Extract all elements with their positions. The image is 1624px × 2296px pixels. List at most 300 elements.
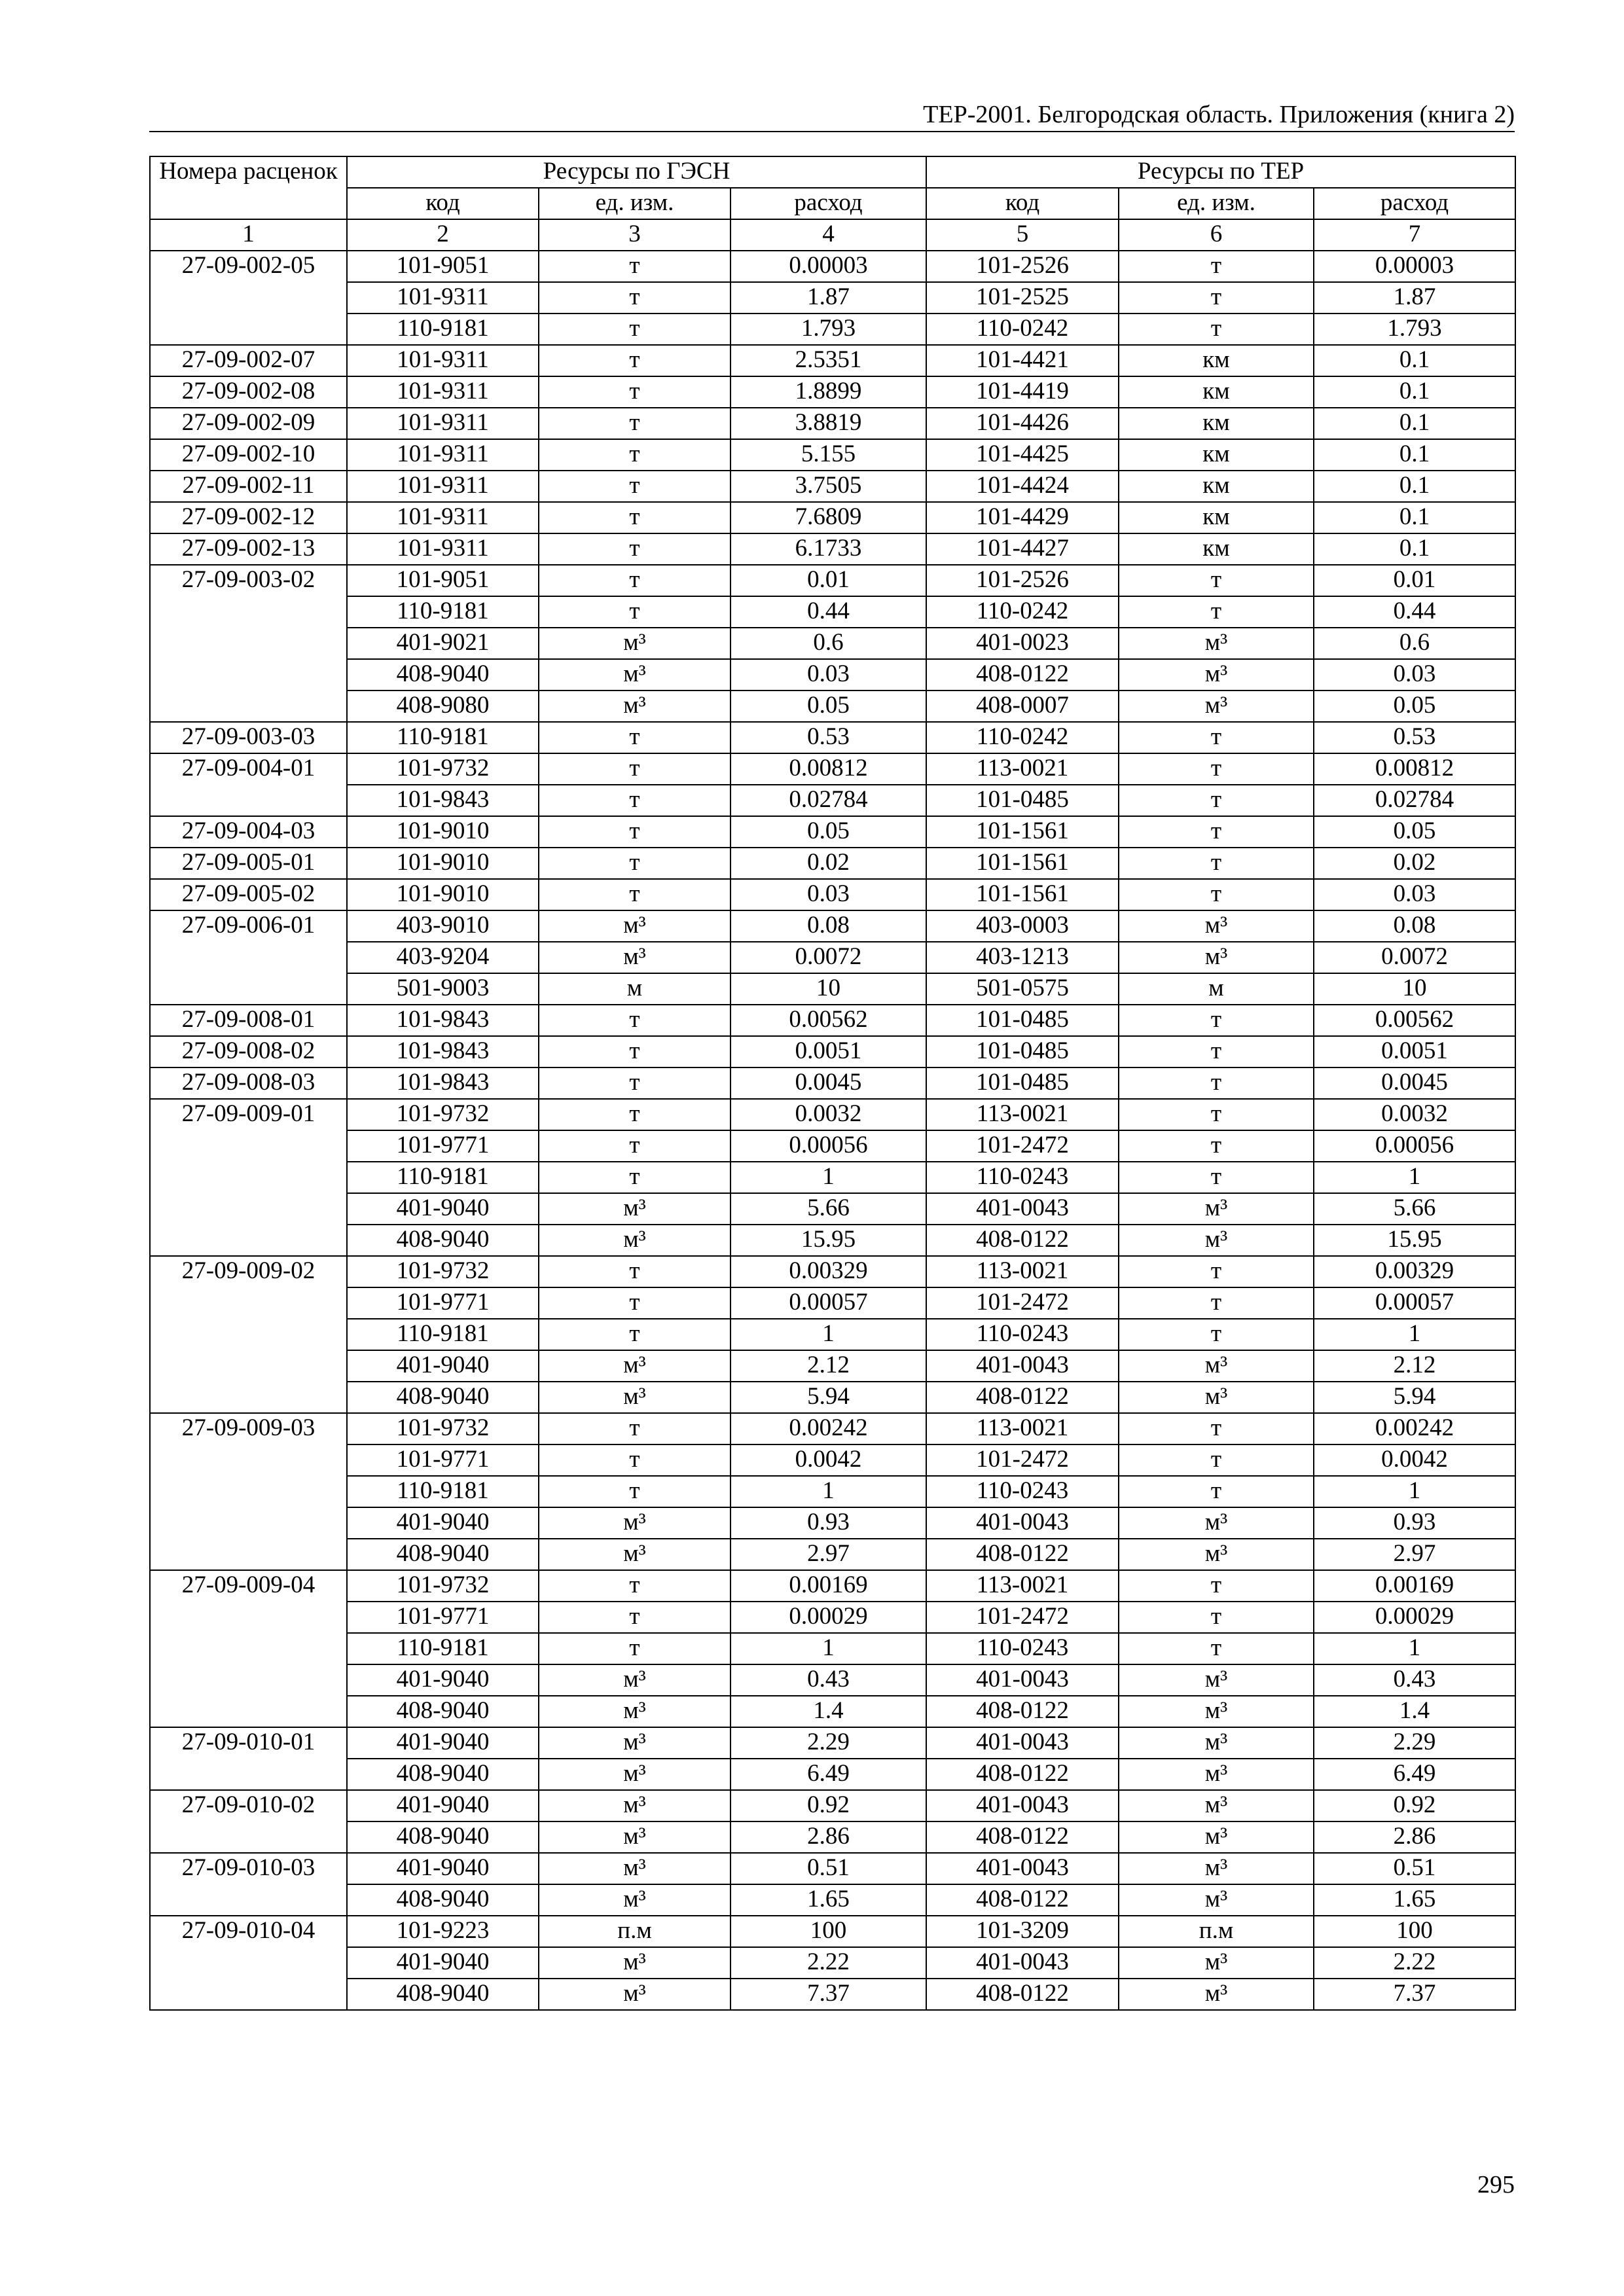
gesn-consumption-cell: 2.5351 [731, 345, 926, 376]
gesn-unit-cell: м³ [539, 691, 731, 722]
ter-unit-cell: т [1119, 879, 1314, 910]
gesn-consumption-cell: 1.4 [731, 1696, 926, 1727]
ter-consumption-cell: 0.1 [1314, 376, 1515, 408]
ter-consumption-cell: 5.94 [1314, 1382, 1515, 1413]
table-row [150, 1067, 1515, 1099]
rate-number-cell: 27-09-008-01 [150, 1005, 347, 1036]
table-row [150, 1759, 1515, 1790]
ter-unit-cell: т [1119, 1130, 1314, 1162]
gesn-code-cell: 401-9040 [347, 1193, 539, 1225]
ter-code-cell: 110-0243 [926, 1162, 1119, 1193]
ter-consumption-cell: 1 [1314, 1319, 1515, 1350]
ter-code-cell: 408-0122 [926, 1979, 1119, 2010]
ter-code-cell: 401-0043 [926, 1507, 1119, 1539]
gesn-code-cell: 101-9771 [347, 1130, 539, 1162]
column-number: 7 [1314, 219, 1515, 251]
ter-code-cell: 101-0485 [926, 1067, 1119, 1099]
ter-code-cell: 101-4419 [926, 376, 1119, 408]
rate-number-cell: 27-09-002-11 [150, 471, 347, 502]
ter-code-cell: 401-0043 [926, 1947, 1119, 1979]
gesn-unit-cell: м³ [539, 1947, 731, 1979]
gesn-code-cell: 110-9181 [347, 1319, 539, 1350]
gesn-unit-cell: т [539, 408, 731, 439]
gesn-consumption-cell: 6.49 [731, 1759, 926, 1790]
running-header: ТЕР-2001. Белгородская область. Приложения (книга 2) [149, 98, 1515, 132]
gesn-unit-cell: м³ [539, 910, 731, 942]
ter-consumption-cell: 0.00057 [1314, 1287, 1515, 1319]
ter-code-cell: 101-4425 [926, 439, 1119, 471]
table-row [150, 439, 1515, 471]
ter-consumption-cell: 0.0045 [1314, 1067, 1515, 1099]
gesn-unit-cell: п.м [539, 1916, 731, 1947]
gesn-code-cell: 408-9040 [347, 1539, 539, 1570]
gesn-unit-cell: т [539, 1633, 731, 1664]
ter-code-cell: 110-0243 [926, 1319, 1119, 1350]
gesn-consumption-cell: 0.93 [731, 1507, 926, 1539]
ter-consumption-cell: 0.01 [1314, 565, 1515, 596]
gesn-code-cell: 101-9843 [347, 1005, 539, 1036]
table-row [150, 1539, 1515, 1570]
gesn-code-cell: 101-9732 [347, 1570, 539, 1602]
gesn-code-cell: 408-9040 [347, 1382, 539, 1413]
gesn-unit-cell: т [539, 1099, 731, 1130]
ter-unit-cell: т [1119, 1633, 1314, 1664]
gesn-consumption-cell: 0.0072 [731, 942, 926, 973]
ter-unit-cell: т [1119, 596, 1314, 628]
ter-unit-cell: м³ [1119, 628, 1314, 659]
gesn-unit-cell: м³ [539, 1193, 731, 1225]
table-row [150, 753, 1515, 785]
gesn-consumption-cell: 0.00329 [731, 1256, 926, 1287]
gesn-consumption-cell: 1 [731, 1476, 926, 1507]
group-header-gesn: Ресурсы по ГЭСН [347, 156, 926, 188]
gesn-consumption-cell: 10 [731, 973, 926, 1005]
gesn-code-cell: 401-9040 [347, 1853, 539, 1884]
rate-number-cell: 27-09-004-03 [150, 816, 347, 848]
gesn-unit-cell: т [539, 565, 731, 596]
ter-unit-cell: т [1119, 1256, 1314, 1287]
gesn-unit-cell: т [539, 1162, 731, 1193]
ter-code-cell: 401-0043 [926, 1853, 1119, 1884]
gesn-code-cell: 110-9181 [347, 722, 539, 753]
table-row [150, 1853, 1515, 1884]
col-header-number: Номера расценок [150, 156, 347, 219]
gesn-code-cell: 101-9223 [347, 1916, 539, 1947]
gesn-consumption-cell: 0.03 [731, 659, 926, 691]
gesn-consumption-cell: 0.05 [731, 816, 926, 848]
ter-consumption-cell: 1 [1314, 1476, 1515, 1507]
gesn-unit-cell: м³ [539, 1821, 731, 1853]
ter-unit-cell: т [1119, 816, 1314, 848]
gesn-consumption-cell: 0.00812 [731, 753, 926, 785]
ter-code-cell: 101-3209 [926, 1916, 1119, 1947]
rate-number-cell: 27-09-004-01 [150, 753, 347, 816]
table-row [150, 691, 1515, 722]
ter-unit-cell: м³ [1119, 1539, 1314, 1570]
gesn-unit-cell: т [539, 1256, 731, 1287]
table-head [150, 156, 1515, 251]
gesn-code-cell: 110-9181 [347, 596, 539, 628]
table-row [150, 1476, 1515, 1507]
table-row [150, 879, 1515, 910]
ter-unit-cell: т [1119, 1319, 1314, 1350]
ter-consumption-cell: 1 [1314, 1162, 1515, 1193]
gesn-unit-cell: м³ [539, 1884, 731, 1916]
ter-unit-cell: т [1119, 251, 1314, 282]
ter-consumption-cell: 0.00329 [1314, 1256, 1515, 1287]
ter-unit-cell: м³ [1119, 1350, 1314, 1382]
table-row [150, 628, 1515, 659]
gesn-code-cell: 110-9181 [347, 1162, 539, 1193]
gesn-consumption-cell: 6.1733 [731, 533, 926, 565]
gesn-consumption-cell: 0.08 [731, 910, 926, 942]
gesn-consumption-cell: 0.00056 [731, 1130, 926, 1162]
gesn-code-cell: 401-9040 [347, 1507, 539, 1539]
gesn-unit-cell: т [539, 376, 731, 408]
gesn-consumption-cell: 15.95 [731, 1225, 926, 1256]
ter-consumption-cell: 0.1 [1314, 533, 1515, 565]
gesn-code-cell: 101-9311 [347, 471, 539, 502]
gesn-code-cell: 408-9080 [347, 691, 539, 722]
ter-unit-cell: м³ [1119, 1884, 1314, 1916]
table-row [150, 1319, 1515, 1350]
ter-consumption-cell: 2.29 [1314, 1727, 1515, 1759]
gesn-unit-cell: м³ [539, 1225, 731, 1256]
gesn-code-cell: 408-9040 [347, 1884, 539, 1916]
table-row [150, 1162, 1515, 1193]
gesn-consumption-cell: 1.8899 [731, 376, 926, 408]
column-number: 4 [731, 219, 926, 251]
ter-code-cell: 408-0122 [926, 1821, 1119, 1853]
table-row [150, 1947, 1515, 1979]
table-row [150, 1444, 1515, 1476]
table-row [150, 1005, 1515, 1036]
ter-consumption-cell: 0.1 [1314, 471, 1515, 502]
gesn-code-cell: 408-9040 [347, 1821, 539, 1853]
ter-code-cell: 501-0575 [926, 973, 1119, 1005]
gesn-unit-cell: т [539, 282, 731, 314]
ter-code-cell: 401-0023 [926, 628, 1119, 659]
ter-unit-cell: м³ [1119, 1979, 1314, 2010]
ter-code-cell: 408-0122 [926, 1884, 1119, 1916]
gesn-code-cell: 101-9311 [347, 533, 539, 565]
gesn-unit-cell: м³ [539, 1539, 731, 1570]
ter-consumption-cell: 0.1 [1314, 408, 1515, 439]
ter-consumption-cell: 0.05 [1314, 816, 1515, 848]
gesn-consumption-cell: 0.02784 [731, 785, 926, 816]
gesn-consumption-cell: 2.12 [731, 1350, 926, 1382]
gesn-code-cell: 101-9843 [347, 1067, 539, 1099]
ter-code-cell: 408-0122 [926, 1759, 1119, 1790]
gesn-code-cell: 101-9843 [347, 1036, 539, 1067]
ter-unit-cell: км [1119, 502, 1314, 533]
rate-number-cell: 27-09-003-03 [150, 722, 347, 753]
gesn-unit-cell: т [539, 785, 731, 816]
table-row [150, 565, 1515, 596]
gesn-code-cell: 101-9311 [347, 439, 539, 471]
ter-unit-cell: п.м [1119, 1916, 1314, 1947]
table-row [150, 1884, 1515, 1916]
gesn-unit-cell: м³ [539, 1979, 731, 2010]
column-number: 2 [347, 219, 539, 251]
gesn-unit-cell: т [539, 314, 731, 345]
ter-consumption-cell: 0.00003 [1314, 251, 1515, 282]
rate-number-cell: 27-09-002-07 [150, 345, 347, 376]
ter-unit-cell: м³ [1119, 1382, 1314, 1413]
table-row [150, 1727, 1515, 1759]
ter-unit-cell: м³ [1119, 1193, 1314, 1225]
column-number: 6 [1119, 219, 1314, 251]
resources-table [149, 156, 1516, 2011]
ter-consumption-cell: 0.93 [1314, 1507, 1515, 1539]
gesn-consumption-cell: 1.87 [731, 282, 926, 314]
ter-consumption-cell: 0.0051 [1314, 1036, 1515, 1067]
gesn-consumption-cell: 1.65 [731, 1884, 926, 1916]
ter-consumption-cell: 0.02784 [1314, 785, 1515, 816]
table-row [150, 282, 1515, 314]
ter-code-cell: 101-2526 [926, 565, 1119, 596]
gesn-unit-cell: м³ [539, 659, 731, 691]
ter-code-cell: 101-1561 [926, 816, 1119, 848]
gesn-unit-cell: т [539, 1005, 731, 1036]
gesn-consumption-cell: 1 [731, 1633, 926, 1664]
rate-number-cell: 27-09-002-13 [150, 533, 347, 565]
ter-code-cell: 408-0122 [926, 1539, 1119, 1570]
table-row [150, 1193, 1515, 1225]
gesn-consumption-cell: 2.22 [731, 1947, 926, 1979]
gesn-unit-cell: т [539, 533, 731, 565]
gesn-unit-cell: м³ [539, 942, 731, 973]
gesn-code-cell: 403-9010 [347, 910, 539, 942]
ter-code-cell: 101-0485 [926, 785, 1119, 816]
gesn-code-cell: 101-9010 [347, 816, 539, 848]
ter-code-cell: 101-4429 [926, 502, 1119, 533]
ter-consumption-cell: 100 [1314, 1916, 1515, 1947]
gesn-unit-cell: м [539, 973, 731, 1005]
rate-number-cell: 27-09-002-05 [150, 251, 347, 345]
gesn-unit-cell: м³ [539, 1507, 731, 1539]
ter-consumption-cell: 6.49 [1314, 1759, 1515, 1790]
gesn-unit-cell: м³ [539, 1790, 731, 1821]
gesn-code-cell: 101-9051 [347, 565, 539, 596]
ter-code-cell: 101-2472 [926, 1287, 1119, 1319]
ter-unit-cell: км [1119, 533, 1314, 565]
ter-consumption-cell: 0.0072 [1314, 942, 1515, 973]
gesn-consumption-cell: 100 [731, 1916, 926, 1947]
table-row [150, 1225, 1515, 1256]
table-row [150, 1256, 1515, 1287]
gesn-unit-cell: т [539, 816, 731, 848]
table-row [150, 1287, 1515, 1319]
rate-number-cell: 27-09-005-01 [150, 848, 347, 879]
table-row [150, 1130, 1515, 1162]
col-header-gesn-unit: ед. изм. [539, 188, 731, 219]
ter-code-cell: 408-0122 [926, 659, 1119, 691]
ter-consumption-cell: 0.03 [1314, 879, 1515, 910]
table-row [150, 848, 1515, 879]
table-body [150, 251, 1515, 2010]
ter-unit-cell: м³ [1119, 1507, 1314, 1539]
rate-number-cell: 27-09-008-02 [150, 1036, 347, 1067]
table-row [150, 345, 1515, 376]
table-row [150, 596, 1515, 628]
gesn-code-cell: 101-9732 [347, 1413, 539, 1444]
gesn-unit-cell: т [539, 753, 731, 785]
gesn-unit-cell: т [539, 345, 731, 376]
ter-consumption-cell: 0.1 [1314, 502, 1515, 533]
gesn-code-cell: 110-9181 [347, 1633, 539, 1664]
gesn-code-cell: 101-9771 [347, 1602, 539, 1633]
page-number: 295 [1477, 2171, 1515, 2198]
gesn-consumption-cell: 0.00057 [731, 1287, 926, 1319]
gesn-unit-cell: т [539, 1036, 731, 1067]
gesn-consumption-cell: 0.53 [731, 722, 926, 753]
gesn-code-cell: 101-9771 [347, 1444, 539, 1476]
table-row [150, 1633, 1515, 1664]
ter-unit-cell: т [1119, 314, 1314, 345]
rate-number-cell: 27-09-009-04 [150, 1570, 347, 1727]
ter-unit-cell: м³ [1119, 1664, 1314, 1696]
table-row [150, 1350, 1515, 1382]
ter-consumption-cell: 0.51 [1314, 1853, 1515, 1884]
ter-unit-cell: м³ [1119, 1821, 1314, 1853]
gesn-consumption-cell: 0.0051 [731, 1036, 926, 1067]
ter-consumption-cell: 7.37 [1314, 1979, 1515, 2010]
ter-consumption-cell: 0.00242 [1314, 1413, 1515, 1444]
gesn-consumption-cell: 0.44 [731, 596, 926, 628]
ter-code-cell: 401-0043 [926, 1727, 1119, 1759]
gesn-consumption-cell: 0.00003 [731, 251, 926, 282]
ter-consumption-cell: 0.92 [1314, 1790, 1515, 1821]
gesn-unit-cell: т [539, 502, 731, 533]
ter-consumption-cell: 15.95 [1314, 1225, 1515, 1256]
table-row [150, 314, 1515, 345]
ter-unit-cell: т [1119, 1005, 1314, 1036]
gesn-consumption-cell: 5.66 [731, 1193, 926, 1225]
ter-code-cell: 101-4421 [926, 345, 1119, 376]
col-header-ter-unit: ед. изм. [1119, 188, 1314, 219]
ter-code-cell: 110-0242 [926, 596, 1119, 628]
rate-number-cell: 27-09-009-03 [150, 1413, 347, 1570]
gesn-code-cell: 401-9040 [347, 1947, 539, 1979]
rate-number-cell: 27-09-002-10 [150, 439, 347, 471]
ter-unit-cell: км [1119, 408, 1314, 439]
ter-unit-cell: км [1119, 471, 1314, 502]
table-row [150, 1602, 1515, 1633]
ter-unit-cell: т [1119, 1570, 1314, 1602]
gesn-consumption-cell: 0.0045 [731, 1067, 926, 1099]
ter-consumption-cell: 1.87 [1314, 282, 1515, 314]
ter-code-cell: 110-0242 [926, 314, 1119, 345]
ter-code-cell: 113-0021 [926, 1099, 1119, 1130]
ter-code-cell: 401-0043 [926, 1790, 1119, 1821]
ter-unit-cell: м³ [1119, 1225, 1314, 1256]
ter-code-cell: 408-0007 [926, 691, 1119, 722]
gesn-unit-cell: т [539, 1476, 731, 1507]
table-row [150, 408, 1515, 439]
ter-unit-cell: м³ [1119, 1727, 1314, 1759]
ter-code-cell: 401-0043 [926, 1193, 1119, 1225]
gesn-consumption-cell: 0.00562 [731, 1005, 926, 1036]
gesn-unit-cell: т [539, 848, 731, 879]
gesn-code-cell: 101-9010 [347, 879, 539, 910]
gesn-consumption-cell: 2.97 [731, 1539, 926, 1570]
table-row [150, 942, 1515, 973]
gesn-code-cell: 101-9311 [347, 502, 539, 533]
ter-code-cell: 401-0043 [926, 1350, 1119, 1382]
table-row [150, 1821, 1515, 1853]
gesn-code-cell: 101-9311 [347, 282, 539, 314]
ter-consumption-cell: 0.00056 [1314, 1130, 1515, 1162]
table-row [150, 251, 1515, 282]
table-row [150, 1099, 1515, 1130]
table-row [150, 1790, 1515, 1821]
ter-consumption-cell: 2.12 [1314, 1350, 1515, 1382]
ter-consumption-cell: 0.1 [1314, 345, 1515, 376]
gesn-consumption-cell: 0.51 [731, 1853, 926, 1884]
ter-code-cell: 110-0242 [926, 722, 1119, 753]
gesn-consumption-cell: 0.43 [731, 1664, 926, 1696]
rate-number-cell: 27-09-002-09 [150, 408, 347, 439]
gesn-consumption-cell: 0.0042 [731, 1444, 926, 1476]
gesn-consumption-cell: 7.6809 [731, 502, 926, 533]
ter-code-cell: 101-2526 [926, 251, 1119, 282]
gesn-consumption-cell: 0.92 [731, 1790, 926, 1821]
table-row [150, 722, 1515, 753]
ter-unit-cell: м [1119, 973, 1314, 1005]
ter-unit-cell: т [1119, 1036, 1314, 1067]
ter-code-cell: 101-2525 [926, 282, 1119, 314]
table-row [150, 471, 1515, 502]
rate-number-cell: 27-09-009-01 [150, 1099, 347, 1256]
gesn-unit-cell: т [539, 251, 731, 282]
rate-number-cell: 27-09-010-02 [150, 1790, 347, 1853]
ter-unit-cell: м³ [1119, 1790, 1314, 1821]
table-row [150, 376, 1515, 408]
ter-consumption-cell: 2.97 [1314, 1539, 1515, 1570]
gesn-unit-cell: т [539, 1130, 731, 1162]
rate-number-cell: 27-09-010-04 [150, 1916, 347, 2010]
ter-unit-cell: м³ [1119, 1853, 1314, 1884]
ter-unit-cell: м³ [1119, 1759, 1314, 1790]
ter-code-cell: 101-4424 [926, 471, 1119, 502]
gesn-consumption-cell: 0.0032 [731, 1099, 926, 1130]
ter-unit-cell: т [1119, 1067, 1314, 1099]
ter-code-cell: 101-0485 [926, 1005, 1119, 1036]
gesn-unit-cell: т [539, 1444, 731, 1476]
table-row [150, 1916, 1515, 1947]
ter-code-cell: 110-0243 [926, 1633, 1119, 1664]
ter-consumption-cell: 2.22 [1314, 1947, 1515, 1979]
gesn-code-cell: 101-9732 [347, 1256, 539, 1287]
ter-unit-cell: т [1119, 1413, 1314, 1444]
gesn-unit-cell: м³ [539, 1664, 731, 1696]
ter-unit-cell: м³ [1119, 659, 1314, 691]
col-header-gesn-code: код [347, 188, 539, 219]
gesn-consumption-cell: 5.94 [731, 1382, 926, 1413]
table-row [150, 1664, 1515, 1696]
gesn-code-cell: 101-9311 [347, 408, 539, 439]
ter-consumption-cell: 0.1 [1314, 439, 1515, 471]
gesn-code-cell: 101-9010 [347, 848, 539, 879]
ter-unit-cell: т [1119, 1444, 1314, 1476]
ter-code-cell: 101-1561 [926, 879, 1119, 910]
gesn-consumption-cell: 0.03 [731, 879, 926, 910]
ter-consumption-cell: 0.02 [1314, 848, 1515, 879]
gesn-unit-cell: т [539, 1602, 731, 1633]
col-header-ter-consumption: расход [1314, 188, 1515, 219]
table-row [150, 502, 1515, 533]
